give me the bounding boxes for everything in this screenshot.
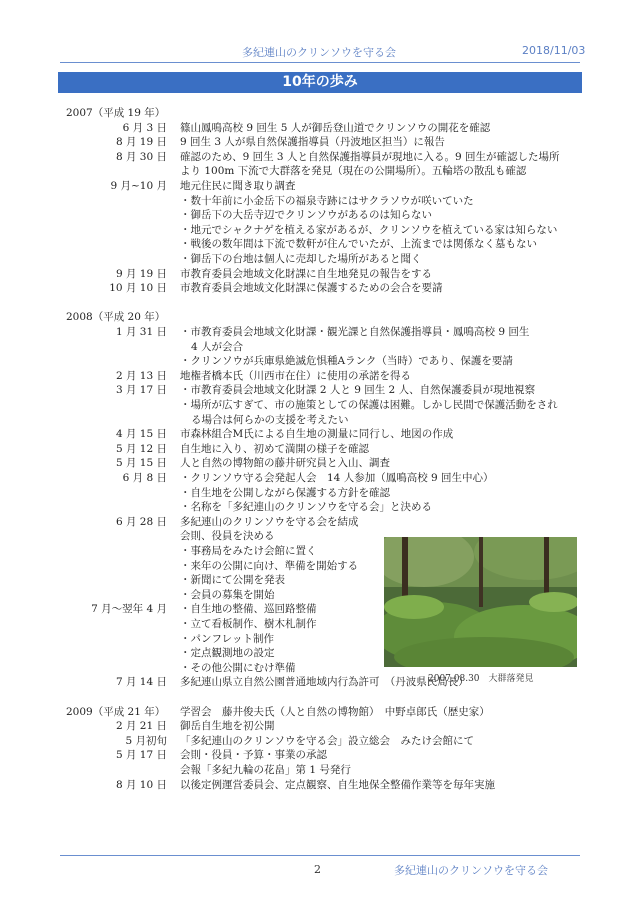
entry-date: 5 月 15 日 — [115, 457, 167, 470]
entry-date: 4 月 15 日 — [115, 428, 167, 441]
entry-text: 市教育委員会地域文化財課に保護するための会合を要請 — [180, 282, 443, 295]
bullet-item: ・会員の募集を開始 — [180, 588, 275, 601]
bullet-item: ・名称を「多紀連山のクリンソウを守る会」と決める — [180, 501, 432, 514]
entry-date: 10 月 10 日 — [109, 282, 167, 295]
entry-text: 自生地に入り、初めて満開の様子を確認 — [180, 442, 369, 455]
entry-text: 多紀連山県立自然公園普通地域内行為許可 （丹波県民局長） — [180, 676, 469, 689]
bullet-item: ・新聞にて公開を発表 — [180, 574, 285, 587]
bullet-item: ・戦後の数年間は下流で数軒が住んでいたが、上流までは関係なく墓もない — [180, 238, 537, 251]
entry-date: 5 月初旬 — [125, 734, 167, 747]
entry-text: 篠山鳳鳴高校 9 回生 5 人が御岳登山道でクリンソウの開花を確認 — [180, 121, 491, 134]
entry-text: 会則・役員・予算・事業の承認 — [180, 749, 327, 762]
page-number: 2 — [314, 863, 321, 876]
entry-text: 会報「多紀九輪の花畠」第 1 号発行 — [180, 764, 351, 776]
entry-date: 8 月 19 日 — [115, 136, 167, 149]
entry-date: 7 月～翌年 4 月 — [91, 603, 167, 616]
bullet-item: ・御岳下の台地は個人に売却した場所があると聞く — [180, 253, 422, 265]
bullet-item: ・事務局をみたけ会館に置く — [180, 545, 317, 557]
entry-date: 9 月~10 月 — [110, 180, 167, 192]
bullet-item: ・数十年前に小金岳下の福泉寺跡にはサクラソウが咲いていた — [180, 194, 474, 207]
entry-date: 5 月 12 日 — [115, 442, 167, 455]
bullet-item: ・地元でシャクナゲを植える家があるが、クリンソウを植えている家は知らない — [180, 223, 558, 236]
entry-text: ・市教育委員会地域文化財課・観光課と自然保護指導員・鳳鳴高校 9 回生 — [180, 326, 530, 338]
entry-text: 地権者橋本氏（川西市在住）に使用の承諾を得る — [180, 369, 411, 382]
entry-text: ・自生地の整備、巡回路整備 — [180, 603, 317, 616]
entry-date: 8 月 30 日 — [115, 150, 167, 163]
bullet-item: ・御岳下の大岳寺辺でクリンソウがあるのは知らない — [180, 209, 432, 222]
entry-date: 6 月 8 日 — [122, 472, 167, 484]
bullet-item: ・定点観測地の設定 — [180, 647, 275, 660]
footer-org: 多紀連山のクリンソウを守る会 — [394, 864, 548, 877]
entry-text: 御岳自生地を初公開 — [180, 720, 275, 733]
entry-date: 8 月 10 日 — [115, 778, 167, 791]
entry-text: より 100m 下流で大群落を発見（現在の公開場所）。五輪塔の散乱も確認 — [180, 165, 527, 178]
year-heading: 2009（平成 21 年） — [66, 705, 166, 718]
entry-text: ・市教育委員会地域文化財課 2 人と 9 回生 2 人、自然保護委員が現地視察 — [180, 384, 536, 397]
entry-text: 学習会 藤井俊夫氏（人と自然の博物館） 中野卓郎氏（歴史家） — [180, 705, 490, 718]
photo-caption: 2007.08.30 大群落発見 — [428, 674, 534, 684]
photo-forest-clinsou — [384, 537, 577, 667]
entry-text: 市教育委員会地域文化財課に自生地発見の報告をする — [180, 267, 432, 280]
bullet-item: ・自生地を公開しながら保護する方針を確認 — [180, 486, 390, 499]
entry-text: 人と自然の博物館の藤井研究員と入山、調査 — [180, 457, 390, 470]
entry-date: 5 月 17 日 — [115, 749, 167, 762]
year-heading: 2007（平成 19 年） — [66, 107, 166, 119]
year-heading: 2008（平成 20 年） — [66, 311, 166, 324]
entry-text: 9 回生 3 人が県自然保護指導員（丹波地区担当）に報告 — [180, 136, 445, 149]
entry-text: 確認のため、9 回生 3 人と自然保護指導員が現地に入る。9 回生が確認した場所 — [180, 150, 560, 163]
bullet-item: ・クリンソウが兵庫県絶滅危惧種Aランク（当時）であり、保護を要請 — [180, 355, 513, 368]
header-org: 多紀連山のクリンソウを守る会 — [242, 46, 396, 59]
bullet-item: ・立て看板制作、樹木札制作 — [180, 618, 317, 630]
entry-date: 2 月 21 日 — [115, 720, 167, 733]
bullet-item: ・その他公開にむけ準備 — [180, 661, 296, 674]
bullet-item: ・パンフレット制作 — [180, 632, 274, 645]
entry-date: 3 月 17 日 — [115, 384, 167, 397]
footer-divider — [60, 855, 580, 856]
entry-text: 「多紀連山のクリンソウを守る会」設立総会 みたけ会館にて — [180, 734, 474, 747]
entry-date: 7 月 14 日 — [115, 676, 167, 689]
entry-date: 1 月 31 日 — [115, 326, 167, 338]
page-title: 10年の歩み — [58, 72, 582, 93]
bullet-continuation: 4 人が会合 — [191, 340, 244, 353]
bullet-item: ・場所が広すぎて、市の施策としての保護は困難。しかし民間で保護活動をされ — [180, 399, 558, 411]
entry-text: 市森林組合M氏による自生地の測量に同行し、地図の作成 — [180, 428, 454, 441]
header-date: 2018/11/03 — [522, 44, 586, 57]
entry-text: ・クリンソウ守る会発起人会 14 人参加（鳳鳴高校 9 回生中心） — [180, 472, 494, 484]
entry-date: 2 月 13 日 — [115, 369, 167, 382]
bullet-continuation: る場合は何らかの支援を考えたい — [191, 413, 349, 426]
entry-date: 6 月 28 日 — [115, 515, 167, 528]
entry-text: 地元住民に聞き取り調査 — [180, 180, 296, 192]
header-divider — [60, 62, 580, 63]
entry-text: 以後定例運営委員会、定点観察、自生地保全整備作業等を毎年実施 — [180, 778, 495, 791]
entry-text: 多紀連山のクリンソウを守る会を結成 — [180, 515, 359, 528]
bullet-item: ・来年の公開に向け、準備を開始する — [180, 559, 359, 572]
entry-text: 会則、役員を決める — [180, 530, 275, 543]
entry-date: 6 月 3 日 — [122, 121, 167, 134]
entry-date: 9 月 19 日 — [115, 267, 167, 280]
